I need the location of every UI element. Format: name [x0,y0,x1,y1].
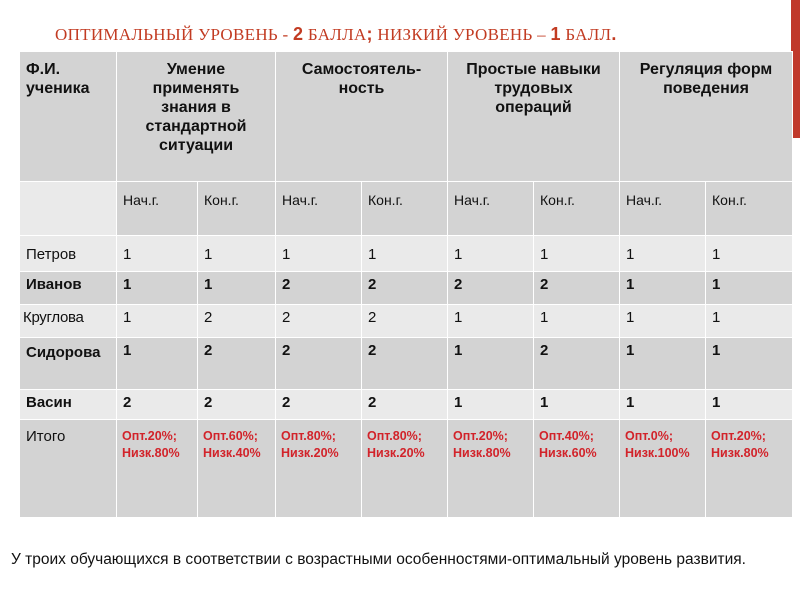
student-name: Сидорова [20,338,117,390]
result-cell: Опт.40%; Низк.60% [534,420,620,518]
header-group: Регуляция форм поведения [620,52,793,182]
student-name: Петров [20,236,117,272]
student-name: Круглова [20,305,117,338]
table-row [20,338,793,390]
student-name: Иванов [20,272,117,305]
result-cell: Опт.20%; Низк.80% [706,420,793,518]
table-row [20,272,793,305]
title-text: ОПТИМАЛЬНЫЙ УРОВЕНЬ - [55,25,294,44]
score-cell: 2 [117,390,198,420]
header-row [20,52,793,182]
score-cell: 2 [198,338,276,390]
score-cell: 2 [276,390,362,420]
results-table [19,51,793,518]
title-text: БАЛЛА [303,25,367,44]
score-cell: 1 [706,305,793,338]
score-cell: 1 [362,236,448,272]
result-cell: Опт.0%; Низк.100% [620,420,706,518]
score-cell: 1 [706,338,793,390]
student-name: Васин [20,390,117,420]
subheader-cell: Нач.г. [620,182,706,236]
score-cell: 2 [276,272,362,305]
subheader-row [20,182,793,236]
score-cell: 1 [534,390,620,420]
result-cell: Опт.20%; Низк.80% [448,420,534,518]
score-cell: 1 [276,236,362,272]
score-cell: 1 [117,272,198,305]
score-cell: 2 [362,338,448,390]
result-cell: Опт.60%; Низк.40% [198,420,276,518]
title-text: БАЛЛ [560,25,612,44]
score-cell: 1 [706,390,793,420]
score-cell: 1 [620,272,706,305]
title-dot: . [611,24,617,44]
header-name-column: Ф.И. ученика [20,52,117,182]
result-cell: Опт.80%; Низк.20% [276,420,362,518]
score-cell: 1 [620,236,706,272]
score-cell: 2 [362,272,448,305]
score-cell: 1 [117,338,198,390]
score-cell: 1 [448,390,534,420]
score-cell: 2 [362,390,448,420]
score-cell: 2 [276,305,362,338]
score-cell: 1 [117,236,198,272]
score-cell: 1 [706,236,793,272]
subheader-cell: Кон.г. [706,182,793,236]
subheader-cell: Кон.г. [198,182,276,236]
subheader-cell: Кон.г. [534,182,620,236]
score-cell: 2 [448,272,534,305]
table-row [20,390,793,420]
table-row [20,305,793,338]
subheader-cell: Кон.г. [362,182,448,236]
result-cell: Опт.20%; Низк.80% [117,420,198,518]
title-number: 1 [550,24,561,44]
score-cell: 2 [362,305,448,338]
score-cell: 2 [534,338,620,390]
score-cell: 1 [534,236,620,272]
conclusion-note: У троих обучающихся в соответствии с возрастными особенностями-оптимальный уровень развития. [11,551,746,568]
total-label: Итого [20,420,117,518]
subheader-cell: Нач.г. [276,182,362,236]
header-group: Простые навыки трудовых операций [448,52,620,182]
score-cell: 1 [117,305,198,338]
total-row [20,420,793,518]
score-cell: 1 [620,390,706,420]
title-separator: ; [366,24,373,44]
subheader-empty [20,182,117,236]
score-cell: 2 [198,390,276,420]
score-cell: 1 [706,272,793,305]
score-cell: 2 [534,272,620,305]
title-number: 2 [293,24,304,44]
score-cell: 1 [534,305,620,338]
score-cell: 1 [620,305,706,338]
score-cell: 1 [620,338,706,390]
score-cell: 1 [198,272,276,305]
table-row [20,236,793,272]
score-cell: 1 [448,305,534,338]
result-cell: Опт.80%; Низк.20% [362,420,448,518]
header-group: Самостоятель-ность [276,52,448,182]
header-group: Умение применять знания в стандартной ситуации [117,52,276,182]
score-cell: 2 [198,305,276,338]
score-cell: 1 [448,236,534,272]
title-text: НИЗКИЙ УРОВЕНЬ – [372,25,551,44]
subheader-cell: Нач.г. [448,182,534,236]
subheader-cell: Нач.г. [117,182,198,236]
page-title [55,24,775,45]
score-cell: 1 [448,338,534,390]
score-cell: 1 [198,236,276,272]
score-cell: 2 [276,338,362,390]
